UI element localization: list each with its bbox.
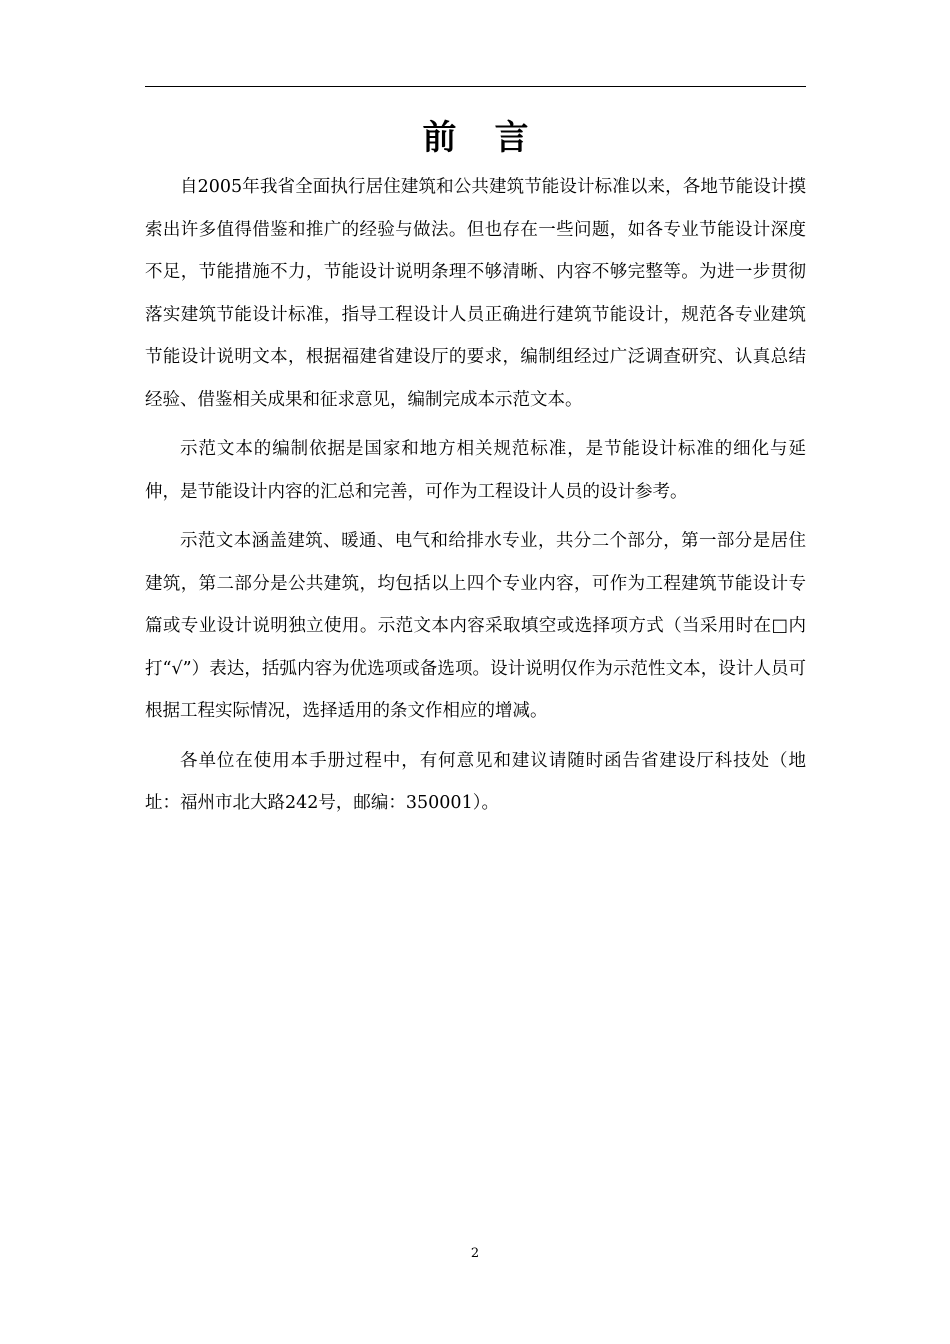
paragraph-2: 示范文本的编制依据是国家和地方相关规范标准，是节能设计标准的细化与延伸，是节能设计内容的汇总和完善，可作为工程设计人员的设计参考。	[145, 439, 806, 502]
paragraph-4: 各单位在使用本手册过程中，有何意见和建议请随时函告省建设厅科技处（地址：福州市北大路242号，邮编：350001）。	[145, 750, 806, 813]
page-number: 2	[470, 1246, 480, 1261]
paragraph-1: 自2005年我省全面执行居住建筑和公共建筑节能设计标准以来，各地节能设计摸索出许多值得借鉴和推广的经验与做法。但也存在一些问题，如各专业节能设计深度不足，节能措施不力，节能设计说明条理不够清晰、内容不够完整等。为进一步贯彻落实建筑节能设计标准，指导工程设计人员正确进行建筑节能设计，规范各专业建筑节能设计说明文本，根据福建省建设厅的要求，编制组经过广泛调查研究、认真总结经验、借鉴相关成果和征求意见，编制完成本示范文本。	[145, 177, 806, 410]
page-title: 前言	[422, 118, 567, 158]
document-body	[145, 166, 806, 825]
header-rule	[145, 86, 806, 87]
paragraph-3: 示范文本涵盖建筑、暖通、电气和给排水专业，共分二个部分，第一部分是居住建筑，第二部分是公共建筑，均包括以上四个专业内容，可作为工程建筑节能设计专篇或专业设计说明独立使用。示范文本内容采取填空或选择项方式（当采用时在□内打“√”）表达，括弧内容为优选项或备选项。设计说明仅作为示范性文本，设计人员可根据工程实际情况，选择适用的条文作相应的增减。	[145, 531, 806, 721]
